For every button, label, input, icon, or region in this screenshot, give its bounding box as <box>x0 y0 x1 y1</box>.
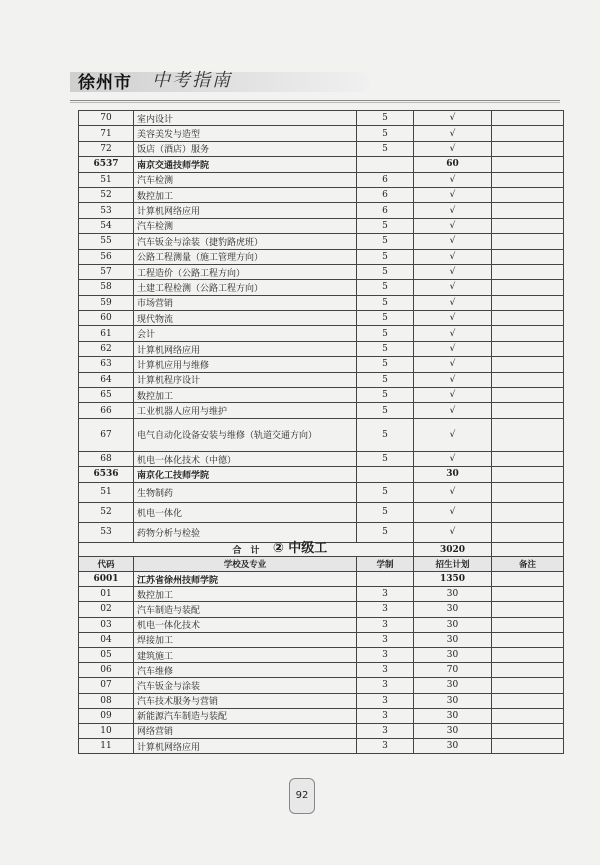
cell-plan: 30 <box>414 632 492 647</box>
table-row <box>79 418 564 451</box>
cell-note <box>492 572 564 587</box>
cell-note <box>492 141 564 156</box>
cell-name: 计算机应用与维修 <box>134 357 357 372</box>
table-row <box>79 234 564 249</box>
cell-years: 5 <box>357 234 414 249</box>
cell-code: 54 <box>79 218 134 233</box>
cell-years: 5 <box>357 357 414 372</box>
cell-years: 5 <box>357 341 414 356</box>
cell-code: 63 <box>79 357 134 372</box>
cell-code: 06 <box>79 663 134 678</box>
cell-code: 53 <box>79 522 134 542</box>
cell-code: 71 <box>79 126 134 141</box>
cell-note <box>492 647 564 662</box>
header-calligraphy-logo: 中考指南 <box>152 70 232 91</box>
cell-years: 5 <box>357 311 414 326</box>
cell-note <box>492 280 564 295</box>
cell-note <box>492 663 564 678</box>
cell-code: 67 <box>79 418 134 451</box>
cell-code: 07 <box>79 678 134 693</box>
cell-code: 52 <box>79 502 134 522</box>
cell-plan: √ <box>414 403 492 418</box>
cell-plan: √ <box>414 311 492 326</box>
table-row <box>79 451 564 466</box>
cell-plan: √ <box>414 502 492 522</box>
cell-code: 05 <box>79 647 134 662</box>
cell-years: 5 <box>357 403 414 418</box>
cell-name: 市场营销 <box>134 295 357 310</box>
cell-years: 5 <box>357 482 414 502</box>
cell-code: 57 <box>79 264 134 279</box>
cell-years: 6 <box>357 172 414 187</box>
cell-note <box>492 708 564 723</box>
cell-name: 美容美发与造型 <box>134 126 357 141</box>
table-row <box>79 587 564 602</box>
cell-code: 02 <box>79 602 134 617</box>
cell-plan: 30 <box>414 678 492 693</box>
cell-name: 焊接加工 <box>134 632 357 647</box>
cell-note <box>492 203 564 218</box>
cell-code: 51 <box>79 172 134 187</box>
cell-name: 电气自动化设备安装与维修（轨道交通方向） <box>134 418 357 451</box>
cell-years: 3 <box>357 602 414 617</box>
cell-code: 6537 <box>79 157 134 172</box>
table-row <box>79 172 564 187</box>
cell-plan: √ <box>414 522 492 542</box>
table-row <box>79 326 564 341</box>
cell-years: 3 <box>357 678 414 693</box>
cell-plan: 30 <box>414 467 492 482</box>
cell-name: 计算机网络应用 <box>134 203 357 218</box>
cell-plan: √ <box>414 482 492 502</box>
cell-plan: 1350 <box>414 572 492 587</box>
cell-years <box>357 157 414 172</box>
table-row <box>79 295 564 310</box>
cell-code: 58 <box>79 280 134 295</box>
cell-plan: 30 <box>414 617 492 632</box>
cell-years <box>357 467 414 482</box>
school-row <box>79 157 564 172</box>
table-row <box>79 203 564 218</box>
cell-code: 51 <box>79 482 134 502</box>
cell-note <box>492 482 564 502</box>
cell-name: 新能源汽车制造与装配 <box>134 708 357 723</box>
header-title: 徐州市 <box>78 73 132 93</box>
cell-years: 3 <box>357 693 414 708</box>
cell-plan: √ <box>414 326 492 341</box>
section-title-intermediate: ② 中级工 <box>272 541 328 556</box>
table-row <box>79 187 564 202</box>
table-row <box>79 141 564 156</box>
table-row <box>79 341 564 356</box>
cell-name: 汽车钣金与涂装 <box>134 678 357 693</box>
table-row <box>79 723 564 738</box>
cell-years: 3 <box>357 587 414 602</box>
cell-plan: √ <box>414 295 492 310</box>
cell-name: 数控加工 <box>134 587 357 602</box>
cell-note <box>492 587 564 602</box>
cell-plan: √ <box>414 172 492 187</box>
cell-name: 网络营销 <box>134 723 357 738</box>
table-row <box>79 693 564 708</box>
cell-plan: √ <box>414 187 492 202</box>
table-row <box>79 111 564 126</box>
cell-name: 汽车检测 <box>134 172 357 187</box>
cell-years <box>357 572 414 587</box>
cell-code: 01 <box>79 587 134 602</box>
cell-note <box>492 602 564 617</box>
cell-years: 3 <box>357 708 414 723</box>
header-rule <box>70 100 560 101</box>
cell-years: 5 <box>357 522 414 542</box>
header-plan: 招生计划 <box>414 557 492 572</box>
cell-code: 08 <box>79 693 134 708</box>
cell-name: 南京交通技师学院 <box>134 157 357 172</box>
cell-name: 计算机网络应用 <box>134 341 357 356</box>
cell-note <box>492 249 564 264</box>
cell-name: 药物分析与检验 <box>134 522 357 542</box>
cell-years: 3 <box>357 617 414 632</box>
cell-plan: √ <box>414 451 492 466</box>
table-row <box>79 311 564 326</box>
cell-note <box>492 157 564 172</box>
cell-code: 09 <box>79 708 134 723</box>
cell-years: 5 <box>357 280 414 295</box>
table-row <box>79 647 564 662</box>
table-row <box>79 264 564 279</box>
cell-note <box>492 739 564 754</box>
cell-code: 65 <box>79 388 134 403</box>
cell-plan: √ <box>414 141 492 156</box>
cell-name: 南京化工技师学院 <box>134 467 357 482</box>
cell-code: 56 <box>79 249 134 264</box>
cell-name: 公路工程测量（施工管理方向） <box>134 249 357 264</box>
total-value: 3020 <box>414 542 492 557</box>
school-row <box>79 572 564 587</box>
cell-plan: √ <box>414 418 492 451</box>
table-row <box>79 502 564 522</box>
cell-note <box>492 218 564 233</box>
table-row <box>79 357 564 372</box>
cell-code: 61 <box>79 326 134 341</box>
cell-plan: 30 <box>414 647 492 662</box>
cell-note <box>492 693 564 708</box>
table-row <box>79 218 564 233</box>
cell-note <box>492 326 564 341</box>
cell-name: 生物制药 <box>134 482 357 502</box>
cell-code: 59 <box>79 295 134 310</box>
cell-plan: 30 <box>414 693 492 708</box>
cell-plan: √ <box>414 203 492 218</box>
cell-note <box>492 502 564 522</box>
page-header <box>70 66 560 96</box>
cell-plan: 30 <box>414 708 492 723</box>
cell-years: 6 <box>357 203 414 218</box>
cell-years: 5 <box>357 418 414 451</box>
cell-name: 室内设计 <box>134 111 357 126</box>
header-years: 学制 <box>357 557 414 572</box>
table-row <box>79 280 564 295</box>
table-row <box>79 372 564 387</box>
page-number: 92 <box>289 778 315 814</box>
table-row <box>79 678 564 693</box>
cell-note <box>492 264 564 279</box>
cell-name: 汽车技术服务与营销 <box>134 693 357 708</box>
cell-note <box>492 451 564 466</box>
cell-note <box>492 723 564 738</box>
cell-code: 03 <box>79 617 134 632</box>
cell-plan: √ <box>414 264 492 279</box>
cell-years: 5 <box>357 218 414 233</box>
cell-note <box>492 372 564 387</box>
cell-name: 计算机程序设计 <box>134 372 357 387</box>
header-notes: 备注 <box>492 557 564 572</box>
cell-code: 6536 <box>79 467 134 482</box>
cell-note <box>492 172 564 187</box>
enrollment-table-senior <box>78 110 564 558</box>
cell-code: 62 <box>79 341 134 356</box>
cell-plan: 30 <box>414 723 492 738</box>
cell-plan: 60 <box>414 157 492 172</box>
cell-plan: √ <box>414 234 492 249</box>
cell-note <box>492 187 564 202</box>
header-code: 代码 <box>79 557 134 572</box>
cell-code: 60 <box>79 311 134 326</box>
cell-plan: √ <box>414 249 492 264</box>
cell-code: 6001 <box>79 572 134 587</box>
cell-plan: 70 <box>414 663 492 678</box>
cell-years: 5 <box>357 295 414 310</box>
table-row <box>79 602 564 617</box>
cell-name: 江苏省徐州技师学院 <box>134 572 357 587</box>
cell-plan: 30 <box>414 739 492 754</box>
table-row <box>79 249 564 264</box>
cell-code: 04 <box>79 632 134 647</box>
cell-plan: √ <box>414 280 492 295</box>
enrollment-table-intermediate <box>78 556 564 754</box>
cell-note <box>492 295 564 310</box>
cell-years: 5 <box>357 451 414 466</box>
cell-note <box>492 388 564 403</box>
cell-name: 汽车制造与装配 <box>134 602 357 617</box>
table-row <box>79 388 564 403</box>
cell-name: 汽车钣金与涂装（捷豹路虎班） <box>134 234 357 249</box>
cell-note <box>492 632 564 647</box>
cell-name: 会计 <box>134 326 357 341</box>
cell-years: 3 <box>357 647 414 662</box>
cell-years: 6 <box>357 187 414 202</box>
cell-plan: 30 <box>414 602 492 617</box>
cell-years: 3 <box>357 723 414 738</box>
table-row <box>79 126 564 141</box>
cell-name: 计算机网络应用 <box>134 739 357 754</box>
cell-code: 55 <box>79 234 134 249</box>
cell-name: 饭店（酒店）服务 <box>134 141 357 156</box>
cell-name: 现代物流 <box>134 311 357 326</box>
cell-years: 5 <box>357 111 414 126</box>
cell-note <box>492 467 564 482</box>
cell-code: 66 <box>79 403 134 418</box>
cell-plan: √ <box>414 126 492 141</box>
cell-code: 52 <box>79 187 134 202</box>
cell-code: 72 <box>79 141 134 156</box>
cell-years: 3 <box>357 739 414 754</box>
cell-name: 机电一体化技术 <box>134 617 357 632</box>
cell-code: 10 <box>79 723 134 738</box>
cell-note <box>492 678 564 693</box>
cell-years: 3 <box>357 663 414 678</box>
cell-plan: √ <box>414 388 492 403</box>
cell-years: 5 <box>357 126 414 141</box>
cell-years: 5 <box>357 141 414 156</box>
cell-plan: 30 <box>414 587 492 602</box>
cell-note <box>492 418 564 451</box>
cell-name: 土建工程检测（公路工程方向） <box>134 280 357 295</box>
cell-code: 11 <box>79 739 134 754</box>
cell-years: 5 <box>357 388 414 403</box>
cell-code: 64 <box>79 372 134 387</box>
cell-name: 工业机器人应用与维护 <box>134 403 357 418</box>
cell-note <box>492 234 564 249</box>
cell-name: 汽车维修 <box>134 663 357 678</box>
cell-note <box>492 126 564 141</box>
table-row <box>79 482 564 502</box>
cell-name: 数控加工 <box>134 187 357 202</box>
cell-note <box>492 617 564 632</box>
cell-name: 机电一体化 <box>134 502 357 522</box>
cell-years: 5 <box>357 372 414 387</box>
cell-plan: √ <box>414 218 492 233</box>
cell-note <box>492 341 564 356</box>
cell-plan: √ <box>414 111 492 126</box>
school-row <box>79 467 564 482</box>
cell-name: 机电一体化技术（中德） <box>134 451 357 466</box>
table-row <box>79 403 564 418</box>
table-row <box>79 663 564 678</box>
cell-note <box>492 403 564 418</box>
table-row <box>79 739 564 754</box>
header-school-major: 学校及专业 <box>134 557 357 572</box>
cell-plan: √ <box>414 357 492 372</box>
cell-plan: √ <box>414 341 492 356</box>
cell-years: 5 <box>357 502 414 522</box>
total-label: 合 计 <box>79 542 414 557</box>
cell-years: 5 <box>357 249 414 264</box>
cell-note <box>492 311 564 326</box>
cell-plan: √ <box>414 372 492 387</box>
cell-name: 数控加工 <box>134 388 357 403</box>
header-rule-secondary <box>70 102 560 103</box>
table-row <box>79 708 564 723</box>
cell-name: 汽车检测 <box>134 218 357 233</box>
cell-name: 工程造价（公路工程方向） <box>134 264 357 279</box>
cell-code: 53 <box>79 203 134 218</box>
cell-years: 3 <box>357 632 414 647</box>
cell-years: 5 <box>357 264 414 279</box>
table-row <box>79 632 564 647</box>
table-header-row <box>79 557 564 572</box>
cell-code: 70 <box>79 111 134 126</box>
table-row <box>79 617 564 632</box>
cell-years: 5 <box>357 326 414 341</box>
cell-note <box>492 357 564 372</box>
cell-note <box>492 111 564 126</box>
cell-name: 建筑施工 <box>134 647 357 662</box>
cell-code: 68 <box>79 451 134 466</box>
